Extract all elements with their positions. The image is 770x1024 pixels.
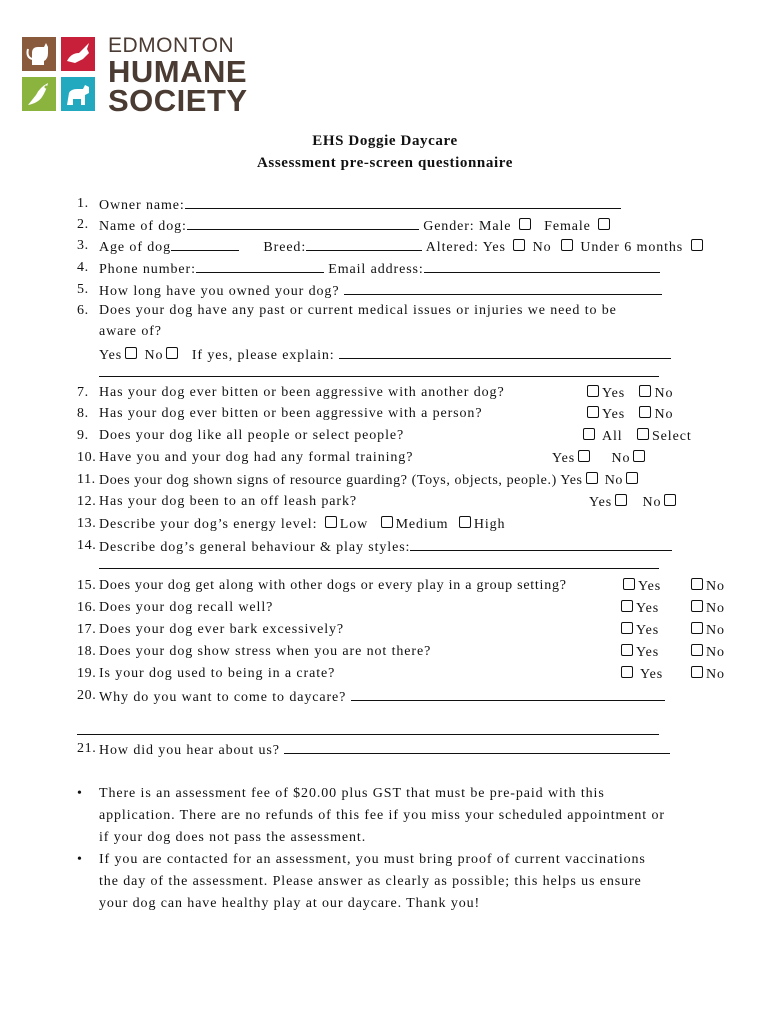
q15-label: Does your dog get along with other dogs or every play in a group setting? (99, 578, 567, 593)
q14-label: Describe dog’s general behaviour & play styles: (99, 540, 411, 555)
q16-yes-checkbox[interactable] (621, 600, 633, 612)
q10-yes-label: Yes (552, 451, 576, 466)
note-2-line-1: If you are contacted for an assessment, you must bring proof of current vaccinations (99, 852, 646, 867)
q1-number: 1. (77, 196, 89, 211)
behaviour-field[interactable] (410, 538, 672, 551)
q11-no-label: No (604, 473, 624, 488)
q4-number: 4. (77, 260, 89, 275)
q10-no-label: No (611, 451, 631, 466)
q16-no-label: No (706, 601, 725, 616)
logo-line-1: EDMONTON (108, 34, 235, 57)
q7-number: 7. (77, 385, 89, 400)
q14-row (99, 538, 672, 556)
q9-select-label: Select (652, 429, 692, 444)
q15-options (620, 578, 661, 595)
q19-yes-checkbox[interactable] (621, 666, 633, 678)
q7-no-checkbox[interactable] (639, 385, 651, 397)
note-1-bullet: • (77, 786, 82, 801)
daycare-reason-field[interactable] (351, 688, 665, 701)
q11-row (99, 472, 641, 489)
energy-high-label: High (473, 517, 506, 532)
q16-no-option (688, 600, 725, 617)
q8-no-checkbox[interactable] (639, 406, 651, 418)
gender-male-label: Gender: Male (423, 219, 512, 234)
q21-number: 21. (77, 741, 97, 756)
q15-yes-checkbox[interactable] (623, 578, 635, 590)
q16-no-checkbox[interactable] (691, 600, 703, 612)
q6-yes-label: Yes (99, 348, 123, 363)
email-label: Email address: (328, 262, 424, 277)
q6-explain-label: If yes, please explain: (191, 348, 335, 363)
q2-number: 2. (77, 217, 89, 232)
q12-no-checkbox[interactable] (664, 494, 676, 506)
q12-options (589, 494, 679, 511)
q18-no-label: No (706, 645, 725, 660)
q3-label: Age of dog (99, 240, 171, 255)
breed-label: Breed: (263, 240, 307, 255)
q8-number: 8. (77, 406, 89, 421)
q15-yes-label: Yes (638, 579, 662, 594)
q17-no-checkbox[interactable] (691, 622, 703, 634)
under-6-months-label: Under 6 months (580, 240, 684, 255)
q20-label: Why do you want to come to daycare? (99, 690, 347, 705)
note-2-line-3: your dog can have healthy play at our daycare. Thank you! (99, 896, 481, 911)
q8-options (584, 406, 673, 423)
note-1-line-1: There is an assessment fee of $20.00 plus GST that must be pre-paid with this (99, 786, 605, 801)
q7-no-label: No (654, 386, 674, 401)
dog-name-field[interactable] (187, 217, 419, 230)
energy-high-checkbox[interactable] (459, 516, 471, 528)
q12-number: 12. (77, 494, 97, 509)
q1-row (99, 196, 621, 214)
q7-options (584, 385, 673, 402)
q6-number: 6. (77, 303, 89, 318)
q19-label: Is your dog used to being in a crate? (99, 666, 336, 681)
q10-no-checkbox[interactable] (633, 450, 645, 462)
q15-number: 15. (77, 578, 97, 593)
q6-explain-field[interactable] (339, 346, 671, 359)
note-1-line-3: if your dog does not pass the assessment. (99, 830, 367, 845)
q13-row (99, 516, 505, 533)
owner-name-field[interactable] (185, 196, 621, 209)
q6-yes-checkbox[interactable] (125, 347, 137, 359)
note-1-line-2: application. There are no refunds of this fee if you miss your scheduled appointment or (99, 808, 665, 823)
q17-no-label: No (706, 623, 725, 638)
q10-yes-checkbox[interactable] (578, 450, 590, 462)
cat-icon (22, 37, 56, 71)
q6-no-checkbox[interactable] (166, 347, 178, 359)
altered-unknown-checkbox[interactable] (691, 239, 703, 251)
q20-number: 20. (77, 688, 97, 703)
female-checkbox[interactable] (598, 218, 610, 230)
q5-row (99, 282, 662, 300)
q17-label: Does your dog ever bark excessively? (99, 622, 345, 637)
document-title: EHS Doggie Daycare (312, 133, 458, 149)
q2-row (99, 217, 613, 235)
q15-no-checkbox[interactable] (691, 578, 703, 590)
q16-yes-label: Yes (636, 601, 660, 616)
q19-number: 19. (77, 666, 97, 681)
q7-label: Has your dog ever bitten or been aggressive with another dog? (99, 385, 505, 400)
q8-no-label: No (654, 407, 674, 422)
dog-age-field[interactable] (171, 238, 239, 251)
q18-no-option (688, 644, 725, 661)
q13-label: Describe your dog’s energy level: (99, 517, 318, 532)
q2-label: Name of dog: (99, 219, 187, 234)
q21-row (99, 741, 670, 759)
q3-number: 3. (77, 238, 89, 253)
q11-yes-checkbox[interactable] (586, 472, 598, 484)
q17-number: 17. (77, 622, 97, 637)
q21-label: How did you hear about us? (99, 743, 280, 758)
q19-no-checkbox[interactable] (691, 666, 703, 678)
breed-field[interactable] (306, 238, 422, 251)
q19-no-label: No (706, 667, 725, 682)
ownership-duration-field[interactable] (344, 282, 662, 295)
q14-number: 14. (77, 538, 97, 553)
under-6-months-checkbox[interactable] (561, 239, 573, 251)
altered-yes-label: Altered: Yes (425, 240, 506, 255)
q12-no-label: No (642, 495, 662, 510)
phone-field[interactable] (196, 260, 324, 273)
q8-yes-checkbox[interactable] (587, 406, 599, 418)
q6-answer-row (99, 346, 671, 364)
q11-label: Does your dog shown signs of resource guarding? (Toys, objects, people.) Yes (99, 473, 583, 488)
note-2-line-2: the day of the assessment. Please answer as clearly as possible; this helps us ensure (99, 874, 642, 889)
logo-line-2: HUMANE (108, 54, 248, 89)
q18-number: 18. (77, 644, 97, 659)
male-checkbox[interactable] (519, 218, 531, 230)
energy-medium-checkbox[interactable] (381, 516, 393, 528)
energy-medium-label: Medium (395, 517, 449, 532)
q6-explain-line-2[interactable] (99, 376, 659, 377)
q12-label: Has your dog been to an off leash park? (99, 494, 357, 509)
q16-number: 16. (77, 600, 97, 615)
altered-no-label: No (532, 240, 552, 255)
q6-label: Does your dog have any past or current medical issues or injuries we need to be (99, 303, 617, 318)
q9-options (580, 428, 692, 445)
q9-number: 9. (77, 428, 89, 443)
q15-no-label: No (706, 579, 725, 594)
q6-no-label: No (144, 348, 164, 363)
q17-yes-label: Yes (636, 623, 660, 638)
email-field[interactable] (424, 260, 660, 273)
q18-no-checkbox[interactable] (691, 644, 703, 656)
q3-row (99, 238, 706, 256)
logo-wordmark (108, 35, 248, 116)
bird-icon (22, 77, 56, 111)
q20-row (99, 688, 665, 706)
q11-no-checkbox[interactable] (626, 472, 638, 484)
q10-number: 10. (77, 450, 97, 465)
document-subtitle: Assessment pre-screen questionnaire (257, 155, 513, 171)
q12-yes-checkbox[interactable] (615, 494, 627, 506)
q17-yes-checkbox[interactable] (621, 622, 633, 634)
q8-yes-label: Yes (602, 407, 626, 422)
q1-label: Owner name: (99, 198, 185, 213)
q5-label: How long have you owned your dog? (99, 284, 340, 299)
q11-number: 11. (77, 472, 96, 487)
behaviour-field-line-2[interactable] (99, 568, 659, 569)
edmonton-humane-society-logo (22, 34, 252, 118)
q16-label: Does your dog recall well? (99, 600, 274, 615)
q9-all-checkbox[interactable] (583, 428, 595, 440)
q17-no-option (688, 622, 725, 639)
energy-low-label: Low (339, 517, 369, 532)
q19-options (618, 666, 663, 683)
q18-label: Does your dog show stress when you are not there? (99, 644, 432, 659)
logo-line-3: SOCIETY (108, 83, 248, 118)
q7-yes-checkbox[interactable] (587, 385, 599, 397)
rabbit-icon (61, 37, 95, 71)
q9-select-checkbox[interactable] (637, 428, 649, 440)
q7-yes-label: Yes (602, 386, 626, 401)
q10-label: Have you and your dog had any formal training? (99, 450, 414, 465)
female-label: Female (544, 219, 591, 234)
q10-options (552, 450, 648, 467)
q4-row (99, 260, 660, 278)
daycare-reason-line-2[interactable] (77, 734, 659, 735)
referral-source-field[interactable] (284, 741, 670, 754)
q17-options (618, 622, 659, 639)
q18-yes-label: Yes (636, 645, 660, 660)
q8-label: Has your dog ever bitten or been aggressive with a person? (99, 406, 483, 421)
q16-options (618, 600, 659, 617)
q5-number: 5. (77, 282, 89, 297)
q18-yes-checkbox[interactable] (621, 644, 633, 656)
q13-number: 13. (77, 516, 97, 531)
q12-yes-label: Yes (589, 495, 613, 510)
dog-icon (61, 77, 95, 111)
q19-yes-label: Yes (640, 667, 664, 682)
note-2-bullet: • (77, 852, 82, 867)
q6-label-cont: aware of? (99, 324, 162, 339)
q19-no-option (688, 666, 725, 683)
altered-yes-checkbox[interactable] (513, 239, 525, 251)
q18-options (618, 644, 659, 661)
q9-all-label: All (602, 429, 623, 444)
energy-low-checkbox[interactable] (325, 516, 337, 528)
q4-label: Phone number: (99, 262, 196, 277)
q9-label: Does your dog like all people or select people? (99, 428, 405, 443)
q15-no-option (688, 578, 725, 595)
